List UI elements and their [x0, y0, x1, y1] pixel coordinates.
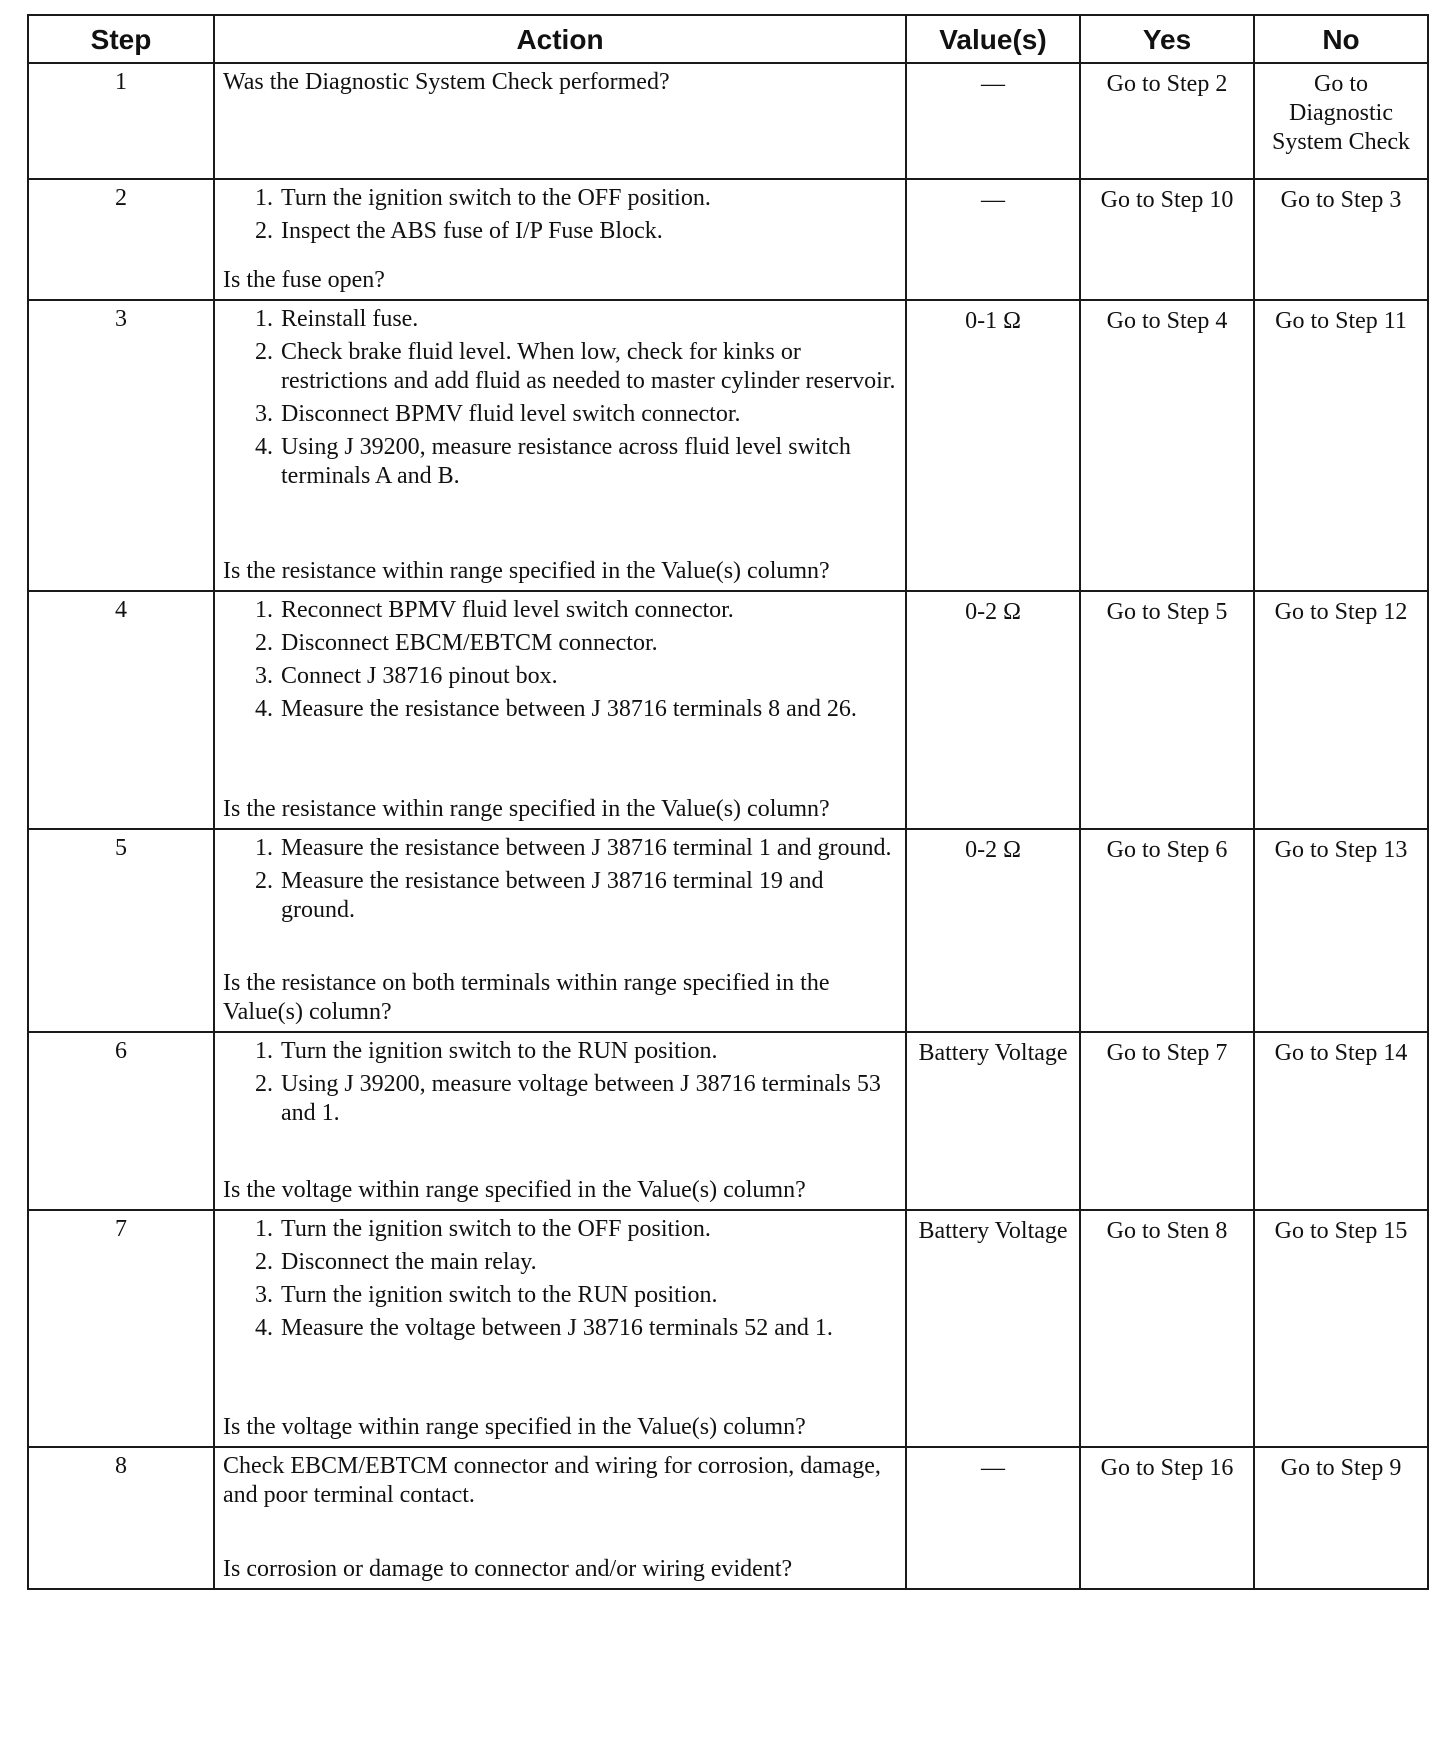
value-cell: 0-2 Ω — [906, 829, 1080, 1032]
action-step-item: 2. Disconnect EBCM/EBTCM connector. — [279, 629, 897, 658]
action-step-item: 2. Measure the resistance between J 38716 terminal 19 and ground. — [279, 867, 897, 925]
no-cell: Go to Step 15 — [1254, 1210, 1428, 1447]
no-cell: Go to Step 12 — [1254, 591, 1428, 829]
action-content — [223, 184, 897, 295]
action-steps — [223, 68, 897, 97]
step-number: 8 — [28, 1447, 214, 1589]
action-content — [223, 1215, 897, 1442]
action-cell — [214, 829, 906, 1032]
step-number: 3 — [28, 300, 214, 591]
action-steps-list — [223, 596, 897, 724]
header-action: Action — [214, 15, 906, 63]
step-number: 6 — [28, 1032, 214, 1210]
value-cell: Battery Voltage — [906, 1032, 1080, 1210]
header-step: Step — [28, 15, 214, 63]
action-steps — [223, 596, 897, 728]
value-cell: — — [906, 63, 1080, 179]
action-steps-list — [223, 1215, 897, 1343]
step-number: 1 — [28, 63, 214, 179]
yes-cell: Go to Step 16 — [1080, 1447, 1254, 1589]
no-cell: Go to Diagnostic System Check — [1254, 63, 1428, 179]
step-number: 4 — [28, 591, 214, 829]
action-steps — [223, 1452, 897, 1510]
header-yes: Yes — [1080, 15, 1254, 63]
action-cell — [214, 1210, 906, 1447]
action-step-item: 4. Measure the resistance between J 38716 terminals 8 and 26. — [279, 695, 897, 724]
yes-cell: Go to Step 2 — [1080, 63, 1254, 179]
action-steps — [223, 184, 897, 250]
action-step-item: 2. Inspect the ABS fuse of I/P Fuse Block. — [279, 217, 897, 246]
no-cell: Go to Step 9 — [1254, 1447, 1428, 1589]
action-cell — [214, 1032, 906, 1210]
action-step-item: 1. Turn the ignition switch to the OFF position. — [279, 184, 897, 213]
action-steps — [223, 305, 897, 495]
action-step-item: 3. Disconnect BPMV fluid level switch connector. — [279, 400, 897, 429]
action-steps-list — [223, 305, 897, 491]
action-question: Is the fuse open? — [223, 267, 385, 293]
action-content — [223, 834, 897, 1027]
table-row — [28, 300, 1428, 591]
diagnostic-table — [27, 14, 1429, 1590]
value-cell: 0-1 Ω — [906, 300, 1080, 591]
action-step-item: 3. Turn the ignition switch to the RUN position. — [279, 1281, 897, 1310]
action-steps — [223, 1037, 897, 1132]
no-cell: Go to Step 14 — [1254, 1032, 1428, 1210]
action-step-item: 1. Reconnect BPMV fluid level switch connector. — [279, 596, 897, 625]
action-cell — [214, 63, 906, 179]
action-question: Is the resistance within range specified in the Value(s) column? — [223, 558, 830, 584]
table-row — [28, 1210, 1428, 1447]
action-content — [223, 68, 897, 174]
action-content — [223, 1452, 897, 1584]
action-step-item: 2. Disconnect the main relay. — [279, 1248, 897, 1277]
action-cell — [214, 179, 906, 300]
header-values: Value(s) — [906, 15, 1080, 63]
action-text: Was the Diagnostic System Check performed? — [223, 69, 670, 95]
table-row — [28, 591, 1428, 829]
action-step-item: 1. Turn the ignition switch to the OFF position. — [279, 1215, 897, 1244]
action-cell — [214, 1447, 906, 1589]
action-steps-list — [223, 184, 897, 246]
action-question: Is the resistance on both terminals within range specified in the Value(s) column? — [223, 970, 830, 1025]
value-cell: — — [906, 1447, 1080, 1589]
value-cell: 0-2 Ω — [906, 591, 1080, 829]
action-step-item: 1. Reinstall fuse. — [279, 305, 897, 334]
action-steps-list — [223, 1037, 897, 1128]
step-number: 7 — [28, 1210, 214, 1447]
action-cell — [214, 300, 906, 591]
step-number: 2 — [28, 179, 214, 300]
step-number: 5 — [28, 829, 214, 1032]
action-content — [223, 305, 897, 586]
action-steps — [223, 1215, 897, 1347]
action-question: Is the voltage within range specified in the Value(s) column? — [223, 1414, 806, 1440]
action-steps — [223, 834, 897, 929]
action-step-item: 4. Using J 39200, measure resistance across fluid level switch terminals A and B. — [279, 433, 897, 491]
header-no: No — [1254, 15, 1428, 63]
header-row — [28, 15, 1428, 63]
no-cell: Go to Step 11 — [1254, 300, 1428, 591]
yes-cell: Go to Step 5 — [1080, 591, 1254, 829]
yes-cell: Go to Step 4 — [1080, 300, 1254, 591]
value-cell: — — [906, 179, 1080, 300]
action-step-item: 1. Measure the resistance between J 38716 terminal 1 and ground. — [279, 834, 897, 863]
no-cell: Go to Step 3 — [1254, 179, 1428, 300]
table-row — [28, 1447, 1428, 1589]
action-cell — [214, 591, 906, 829]
yes-cell: Go to Step 6 — [1080, 829, 1254, 1032]
action-steps-list — [223, 834, 897, 925]
action-step-item: 2. Check brake fluid level. When low, check for kinks or restrictions and add fluid as needed to master cylinder reservoir. — [279, 338, 897, 396]
value-cell: Battery Voltage — [906, 1210, 1080, 1447]
table-row — [28, 829, 1428, 1032]
action-step-item: 1. Turn the ignition switch to the RUN position. — [279, 1037, 897, 1066]
action-step-item: 2. Using J 39200, measure voltage between J 38716 terminals 53 and 1. — [279, 1070, 897, 1128]
action-step-item: 3. Connect J 38716 pinout box. — [279, 662, 897, 691]
action-content — [223, 596, 897, 824]
table-row — [28, 63, 1428, 179]
action-question: Is the voltage within range specified in the Value(s) column? — [223, 1177, 806, 1203]
table-row — [28, 1032, 1428, 1210]
action-step-item: 4. Measure the voltage between J 38716 terminals 52 and 1. — [279, 1314, 897, 1343]
yes-cell: Go to Step 10 — [1080, 179, 1254, 300]
table-row — [28, 179, 1428, 300]
yes-cell: Go to Sten 8 — [1080, 1210, 1254, 1447]
action-content — [223, 1037, 897, 1205]
action-text: Check EBCM/EBTCM connector and wiring for corrosion, damage, and poor terminal contact. — [223, 1453, 881, 1508]
action-question: Is corrosion or damage to connector and/or wiring evident? — [223, 1556, 793, 1582]
yes-cell: Go to Step 7 — [1080, 1032, 1254, 1210]
action-question: Is the resistance within range specified in the Value(s) column? — [223, 796, 830, 822]
no-cell: Go to Step 13 — [1254, 829, 1428, 1032]
